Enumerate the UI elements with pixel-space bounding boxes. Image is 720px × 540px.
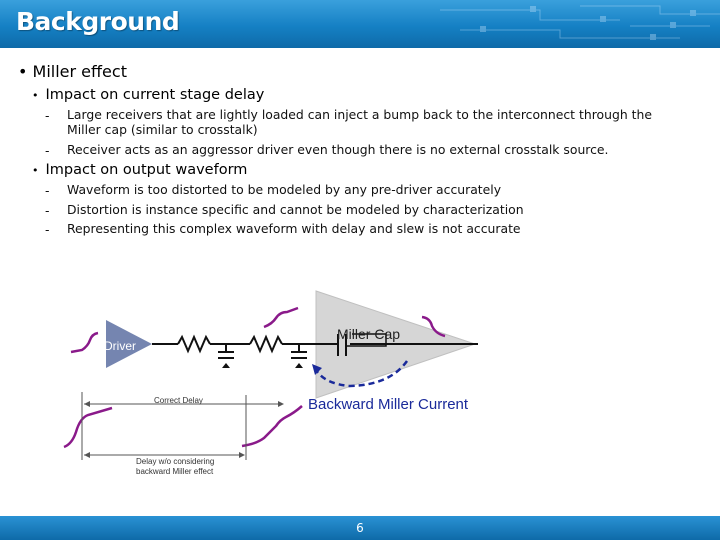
bullet-text-waveform-distorted: Waveform is too distorted to be modeled by any pre-driver accurately bbox=[67, 182, 502, 197]
uncorrected-delay-arrowhead-left bbox=[84, 452, 90, 458]
dash-marker: - bbox=[45, 222, 50, 237]
sub-bullet-output-waveform-text: Impact on output waveform bbox=[45, 162, 248, 178]
bullet-miller-effect-text: Miller effect bbox=[32, 62, 127, 81]
dash-marker: - bbox=[45, 143, 50, 158]
ground-arrow bbox=[295, 363, 303, 368]
dash-marker: - bbox=[45, 108, 50, 123]
ground-arrow bbox=[222, 363, 230, 368]
delay-note-line1: Delay w/o considering bbox=[136, 457, 215, 466]
distorted-delay-waveform bbox=[242, 406, 302, 446]
correct-delay-arrowhead-right bbox=[278, 401, 284, 407]
bullet-text-large-receivers: Large receivers that are lightly loaded can inject a bump back to the interconnect through the bbox=[67, 107, 652, 122]
resistor-1 bbox=[178, 337, 210, 351]
bullet-text-receiver-aggressor: Receiver acts as an aggressor driver even though there is no external crosstalk source. bbox=[67, 142, 609, 157]
uncorrected-delay-arrowhead-right bbox=[239, 452, 245, 458]
correct-delay-label: Correct Delay bbox=[154, 396, 203, 405]
bullet-text-miller-cap: Miller cap (similar to crosstalk) bbox=[67, 122, 258, 137]
correct-delay-arrowhead-left bbox=[84, 401, 90, 407]
resistor-2 bbox=[250, 337, 282, 351]
bullet-dot: • bbox=[32, 164, 46, 177]
dash-marker: - bbox=[45, 183, 50, 198]
bullet-dot: • bbox=[32, 89, 46, 102]
dash-marker: - bbox=[45, 203, 50, 218]
delay-note-line2: backward Miller effect bbox=[136, 467, 214, 476]
sub-bullet-current-stage-text: Impact on current stage delay bbox=[45, 87, 265, 103]
driver-label: Driver bbox=[104, 339, 136, 353]
miller-cap-label: Miller Cap bbox=[337, 326, 401, 342]
page-number: 6 bbox=[356, 521, 364, 535]
midpoint-waveform bbox=[264, 308, 298, 327]
correct-delay-waveform bbox=[64, 408, 112, 447]
bullet-text-distortion-instance: Distortion is instance specific and cannot be modeled by characterization bbox=[67, 202, 524, 217]
bullet-text-representing-waveform: Representing this complex waveform with delay and slew is not accurate bbox=[67, 221, 521, 236]
bullet-dot: • bbox=[18, 62, 33, 81]
backward-current-label: Backward Miller Current bbox=[308, 396, 469, 413]
slide-title: Background bbox=[16, 7, 180, 36]
input-waveform bbox=[71, 333, 98, 352]
